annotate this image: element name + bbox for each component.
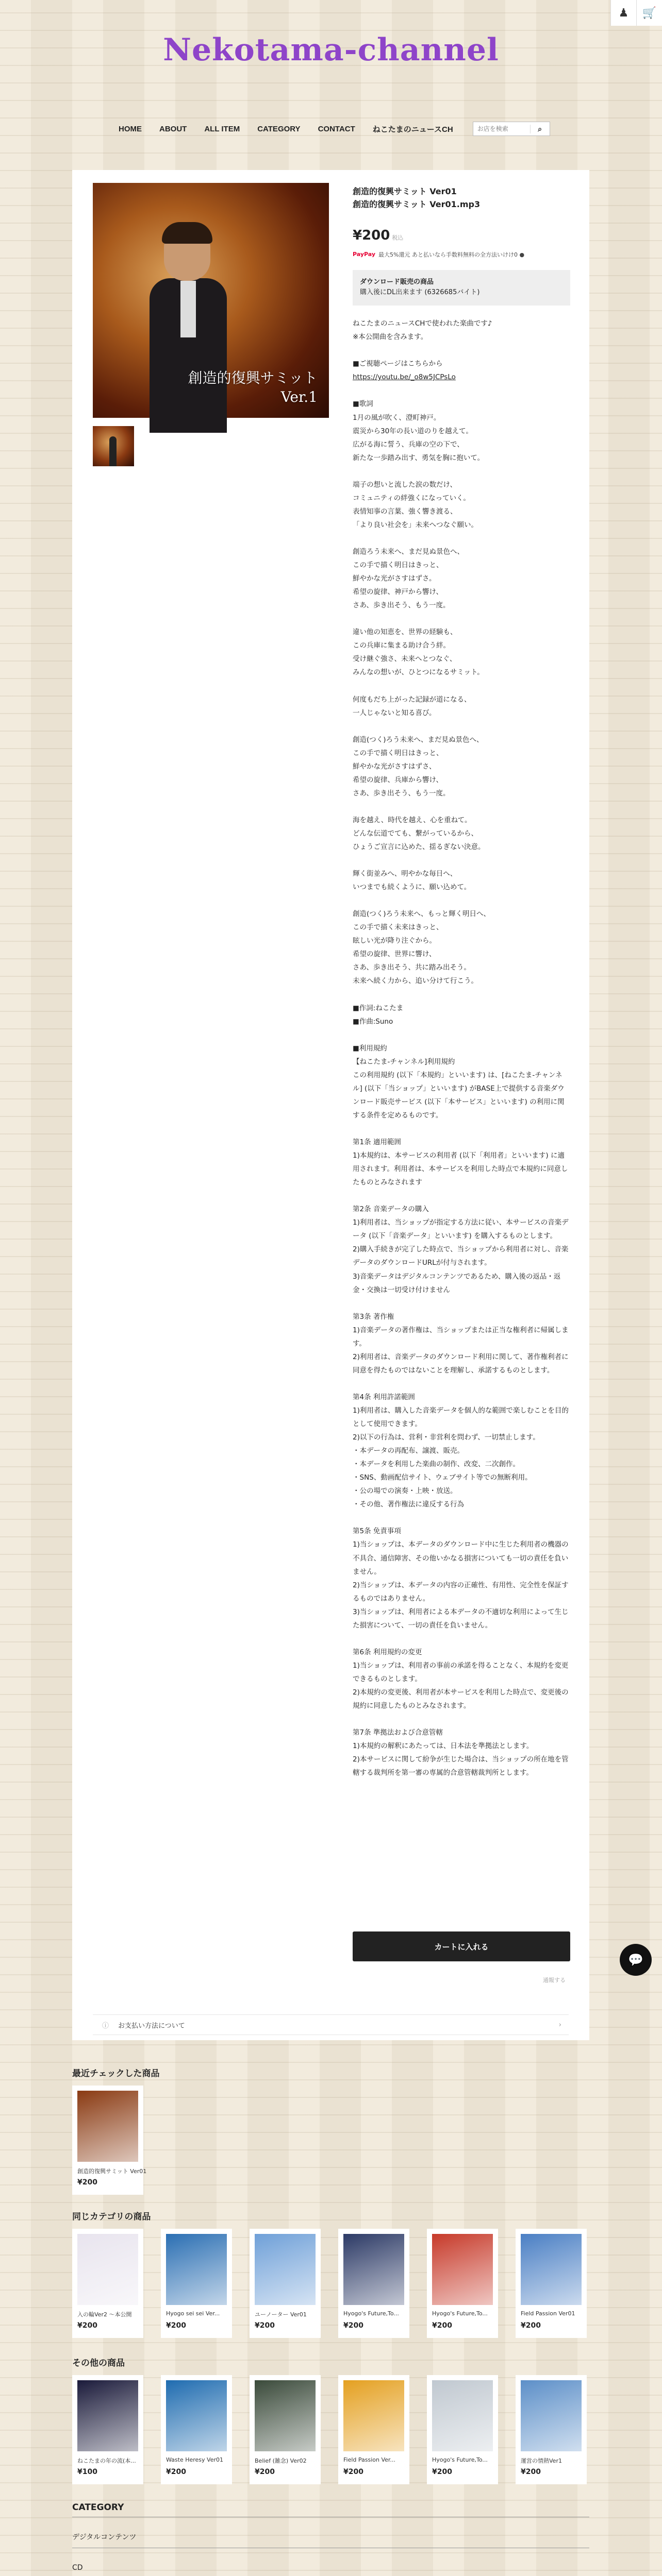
product-name[interactable]: Waste Heresy Ver01: [166, 2456, 224, 2463]
top-icon-bar: [610, 0, 662, 26]
product-name[interactable]: 運営の情熱Ver1: [521, 2458, 562, 2464]
product-name[interactable]: 入の輪Ver2 〜本公開: [77, 2311, 132, 2318]
product-thumbnail[interactable]: [521, 2380, 582, 2451]
product-details: [353, 185, 570, 1780]
product-thumbnail[interactable]: [432, 2234, 493, 2305]
payment-info-label: お支払い方法について: [118, 2022, 185, 2030]
product-card-item[interactable]: [250, 2375, 321, 2484]
product-price: ¥200: [432, 2321, 452, 2330]
product-card-item[interactable]: [161, 2375, 232, 2484]
product-thumbnail[interactable]: [343, 2234, 404, 2305]
shop-logo[interactable]: Nekotama-channel: [163, 32, 499, 68]
product-card-item[interactable]: [72, 2375, 143, 2484]
product-thumbnail[interactable]: [77, 2234, 138, 2305]
download-info-box: [353, 270, 570, 306]
product-card-item[interactable]: [250, 2229, 321, 2338]
cart-icon[interactable]: 🛒: [636, 0, 662, 26]
product-name[interactable]: ユーノーター Ver01: [255, 2311, 307, 2318]
product-name[interactable]: Hyogo's Future,To...: [432, 2310, 488, 2317]
chat-icon[interactable]: 💬: [620, 1944, 652, 1976]
nav-home[interactable]: HOME: [119, 124, 142, 133]
product-thumbnail[interactable]: [77, 2380, 138, 2451]
product-thumbnail[interactable]: [521, 2234, 582, 2305]
nav-about[interactable]: ABOUT: [159, 124, 187, 133]
product-name[interactable]: Field Passion Ver01: [521, 2310, 575, 2317]
description-intro: ねこたまのニュースCHで使われた楽曲です♪ ※本公開曲を含みます。 ■ご視聴ページはこちらから: [353, 319, 492, 368]
product-card-item[interactable]: [516, 2229, 587, 2338]
product-thumbnail[interactable]: [343, 2380, 404, 2451]
product-price: ¥200: [255, 2321, 275, 2330]
product-price: ¥200: [77, 2321, 97, 2330]
product-price: ¥200: [166, 2468, 186, 2476]
same-category-title: 同じカテゴリの商品: [72, 2212, 151, 2222]
person-icon[interactable]: ♟: [610, 0, 636, 26]
image-overlay-line2: Ver.1: [280, 388, 318, 405]
product-price: ¥200: [432, 2468, 452, 2476]
product-card-item[interactable]: [72, 2086, 147, 2195]
image-overlay-line1: 創造的復興サミット: [188, 369, 318, 387]
tax-label: 税込: [392, 234, 404, 241]
product-thumbnail[interactable]: [432, 2380, 493, 2451]
paypay-notice: [353, 250, 570, 259]
category-title: CATEGORY: [72, 2502, 124, 2513]
recent-title: 最近チェックした商品: [72, 2069, 160, 2079]
product-card-item[interactable]: [516, 2375, 587, 2484]
category-digital[interactable]: デジタルコンテンツ: [72, 2533, 137, 2541]
main-nav: [119, 122, 550, 136]
product-name[interactable]: 創造的復興サミット Ver01: [77, 2168, 147, 2175]
nav-all-item[interactable]: ALL ITEM: [204, 124, 240, 133]
product-thumbnail[interactable]: [255, 2380, 316, 2451]
download-file-info: 購入後にDL出来ます (6326685バイト): [360, 289, 480, 297]
product-price: ¥200: [521, 2468, 541, 2476]
product-card-item[interactable]: [338, 2375, 409, 2484]
nav-category[interactable]: CATEGORY: [257, 124, 301, 133]
product-title: [353, 185, 570, 211]
chevron-right-icon: ›: [558, 2021, 561, 2029]
product-card-item[interactable]: [427, 2229, 498, 2338]
add-to-cart-button[interactable]: カートに入れる: [353, 1931, 570, 1961]
product-name[interactable]: Hyogo sei sei Ver...: [166, 2310, 220, 2317]
product-title-line2: 創造的復興サミット Ver01.mp3: [353, 199, 481, 209]
image-overlay-text: [188, 369, 318, 406]
product-price: ¥100: [77, 2468, 97, 2476]
product-name[interactable]: Hyogo's Future,To...: [432, 2456, 488, 2463]
product-price: ¥200: [77, 2178, 97, 2187]
product-card: [72, 170, 589, 2040]
description-body: ■歌詞 1月の風が吹く、澄町神戸。 震災から30年の長い道のりを越えて。 広がる海に誓う、兵庫の空の下で、 新たな一歩踏み出す、勇気を胸に抱いて。 端子の想いと流した涙の数だけ、 コミュニティの絆強くになっていく。 表情知事の言葉、強く響き渡る、 「より良い社会を」未来へつなぐ願い。 創造ろう未来へ、まだ見ぬ景色へ、 この手で描く明日はきっと、 鮮やかな光がさすはずさ。 希望の旋律、神戸から響け、 さあ、歩き出そう、もう一度。 違い他の知恵を、世界の経験も、 この兵庫に集まる助け合う絆。 受け継ぐ強さ、未来へとつなぐ、 みんなの想いが、ひとつになるサミット。 何度もだち上がった記録が道になる、 一人じゃないと知る喜び。 創造(つく)ろう未来へ、まだ見ぬ景色へ、 この手で描く明日はきっと、 鮮やかな光がさすはずさ、 希望の旋律、兵庫から響け、 さあ、歩き出そう、もう一度。 海を越え、時代を越え、心を重ねて。 どんな伝道でても、繋がっているから、 ひょうご宣言に込めた、揺るぎない決意。 輝く街並みへ、明やかな毎日へ、 いつまでも続くように、願い込めて。 創造(つく)ろう未来へ、もっと輝く明日へ、 この手で描く未来はきっと、 眩しい光が降り注ぐから。 希望の旋律、世界に響け、 さあ、歩き出そう、共に踏み出そう。 未来へ続く力から、追い分けて行こう。 ■作詞:ねこたま ■作曲:Suno ■利用規約 【ねこたま-チャンネル]利用規約 この利用規約 (以下「本規約」といいます) は、[ねこたま-チャンネル] (以下「当ショップ」といいます) がBASE上で提供する音楽ダウンロード販売サービス (以下「本サービス」といいます) の利用に関する条件を定めるものです。 第1条 適用範囲 1)本規約は、本サービスの利用者 (以下「利用者」といいます) に適用されます。利用者は、本サービスを利用した時点で本規約に同意したものとみなされます 第2条 音楽データの購入 1)利用者は、当ショップが指定する方法に従い、本サービスの音楽データ (以下「音楽データ」といいます) を購入するものとします。 2)購入手続きが完了した時点で、当ショップから利用者に対し、音楽データのダウンロードURLが付与されます。 3)音楽データはデジタルコンテンツであるため、購入後の返品・返金・交換は一切受け付けません 第3条 著作権 1)音楽データの著作権は、当ショップまたは正当な権利者に帰属します。 2)利用者は、音楽データのダウンロード利用に関して、著作権利者に同意を得たものではないことを理解し、承諾するものとします。 第4条 利用許諾範囲 1)利用者は、購入した音楽データを個人的な範囲で楽しむことを目的として使用できます。 2)以下の行為は、営利・非営利を問わず、一切禁止します。 ・本データの再配布、譲渡、販売。 ・本データを利用した楽曲の制作、改変、二次創作。 ・SNS、動画配信サイト、ウェブサイト等での無断利用。 ・公の場での演奏・上映・放送。 ・その他、著作権法に違反する行為 第5条 免責事項 1)当ショップは、本データのダウンロード中に生じた利用者の機器の不具合、通信障害、その他いかなる損害についても一切の責任を負いません。 2)当ショップは、本データの内容の正確性、有用性、完全性を保証するものではありません。 3)当ショップは、利用者による本データの不適切な利用によって生じた損害について、一切の責任を負いません。 第6条 利用規約の変更 1)当ショップは、利用者の事前の承諾を得ることなく、本規約を変更できるものとします。 2)本規約の変更後、利用者が本サービスを利用した時点で、変更後の規約に同意したものとみなされます。 第7条 準拠法および合意管轄 1)本規約の解釈にあたっては、日本法を準拠法とします。 2)本サービスに関して紛争が生じた場合は、当ショップの所在地を管轄する裁判所を第一審の専属的合意管轄裁判所とします。: [353, 400, 569, 1777]
nav-contact[interactable]: CONTACT: [318, 124, 355, 133]
product-thumbnail[interactable]: [77, 2091, 138, 2162]
info-icon: ⓘ: [102, 2022, 109, 2030]
product-thumbnail[interactable]: [255, 2234, 316, 2305]
search-icon[interactable]: ⌕: [530, 125, 550, 133]
nav-news-ch[interactable]: ねこたまのニュースCH: [372, 125, 453, 134]
product-price: ¥200: [166, 2321, 186, 2330]
product-name[interactable]: Hyogo's Future,To...: [343, 2310, 399, 2317]
report-link[interactable]: 通報する: [543, 1977, 566, 1984]
product-main-image[interactable]: [93, 183, 329, 418]
download-label: ダウンロード販売の商品: [360, 278, 434, 286]
paypay-logo: PayPay: [353, 251, 376, 258]
product-thumbnail[interactable]: [93, 426, 134, 466]
category-cd[interactable]: CD: [72, 2564, 83, 2572]
product-price: [353, 228, 570, 243]
product-card-item[interactable]: [72, 2229, 143, 2338]
payment-info-row[interactable]: [93, 2014, 569, 2035]
product-thumbnail[interactable]: [166, 2380, 227, 2451]
other-items-title: その他の商品: [72, 2358, 125, 2368]
product-thumbnail[interactable]: [166, 2234, 227, 2305]
product-price: ¥200: [343, 2468, 363, 2476]
product-price: ¥200: [255, 2468, 275, 2476]
product-description: [353, 317, 570, 1780]
product-price: ¥200: [521, 2321, 541, 2330]
product-name[interactable]: Field Passion Ver...: [343, 2456, 395, 2463]
product-card-item[interactable]: [161, 2229, 232, 2338]
product-name[interactable]: Belief (雑念) Ver02: [255, 2458, 307, 2464]
product-price: ¥200: [343, 2321, 363, 2330]
product-title-line1: 創造的復興サミット Ver01: [353, 187, 457, 196]
product-name[interactable]: ねこたまの年の流(本...: [77, 2458, 136, 2464]
product-card-item[interactable]: [338, 2229, 409, 2338]
search-box: [473, 122, 550, 136]
paypay-text: 最大5%還元 あと払いなら手数料無料の全方法いけけ0 ●: [378, 251, 525, 258]
youtube-link[interactable]: https://youtu.be/_o8w5JCPsLo: [353, 373, 456, 382]
price-value: ¥200: [353, 227, 390, 243]
product-card-item[interactable]: [427, 2375, 498, 2484]
search-input[interactable]: [473, 125, 530, 132]
